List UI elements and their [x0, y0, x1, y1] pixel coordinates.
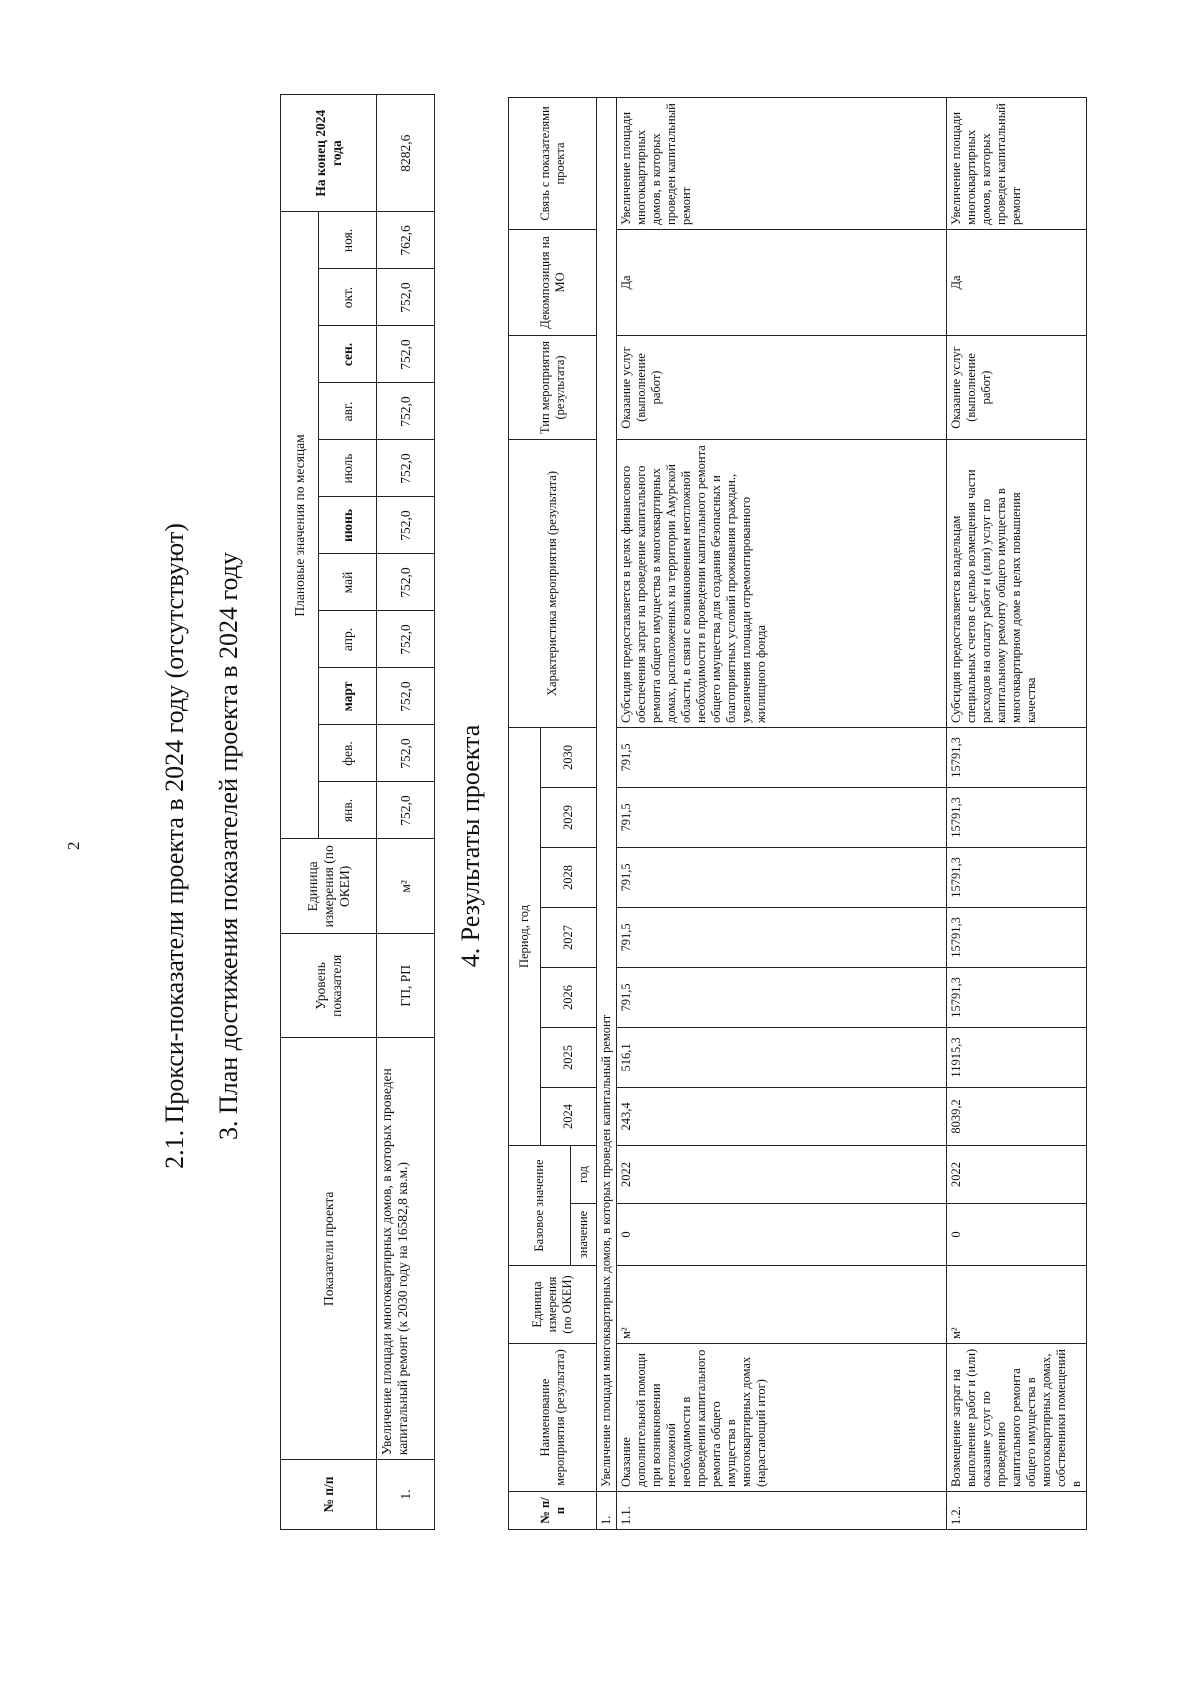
plan-table: [280, 94, 435, 1530]
results-row: [947, 97, 1087, 1529]
results-row-name: Возмещение затрат на выполнение работ и (или) оказание услуг по проведению капитального ремонта общего имущества в многоквартирных домах, собственники помещений в: [947, 1344, 1087, 1492]
results-header-base: Базовое значение: [509, 1145, 571, 1265]
plan-header-month: сен.: [319, 326, 377, 383]
results-header-decomp: Декомпозиция на МО: [509, 229, 597, 335]
plan-header-end: На конец 2024 года: [281, 95, 377, 212]
results-row-decomposition: Да: [947, 229, 1087, 335]
plan-row-month-value: 762,6: [377, 212, 435, 269]
results-header-link: Связь с показателями проекта: [509, 97, 597, 229]
plan-header-month: авг.: [319, 383, 377, 440]
plan-header-indicators: Показатели проекта: [281, 1038, 377, 1460]
results-header-year: 2026: [541, 967, 597, 1027]
results-section-num: 1.: [597, 1492, 617, 1530]
section-2-1-heading: 2.1. Прокси-показатели проекта в 2024 году (отсутствуют): [160, 523, 189, 1169]
results-row-name: Оказание дополнительной помощи при возникновении неотложной необходимости в проведении капитального ремонта общего имущества в многоквартирных домах (нарастающий итог): [617, 1344, 947, 1492]
results-row-unit: м²: [947, 1266, 1087, 1344]
plan-row-month-value: 752,0: [377, 782, 435, 839]
results-row-link: Увеличение площади многоквартирных домов, в которых проведен капитальный ремонт: [947, 97, 1087, 229]
results-row-decomposition: Да: [617, 229, 947, 335]
results-row-year-value: 8039,2: [947, 1087, 1087, 1145]
plan-row-month-value: 752,0: [377, 440, 435, 497]
results-header-year: 2025: [541, 1027, 597, 1087]
results-row-year-value: 791,5: [617, 847, 947, 907]
results-row-year-value: 15791,3: [947, 907, 1087, 967]
results-row-year-value: 15791,3: [947, 787, 1087, 847]
results-row-type: Оказание услуг (выполнение работ): [617, 335, 947, 439]
results-row-characteristic: Субсидия предоставляется в целях финансового обеспечения затрат на проведение капитального ремонта общего имущества в многоквартирных домах, расположенных на территории Амурской области, в связи с возникновением неотложной необходимости в проведении капитального ремонта общего имущества для создания безопасных и благоприятных условий проживания граждан., увеличения площади отремонтированного жилищного фонда: [617, 439, 947, 727]
results-row-num: 1.2.: [947, 1492, 1087, 1530]
results-table: [508, 97, 1087, 1530]
results-header-year: 2028: [541, 847, 597, 907]
results-row-year-value: 243,4: [617, 1087, 947, 1145]
results-header-base-year: год: [571, 1145, 597, 1203]
plan-header-month: март: [319, 668, 377, 725]
results-row-base-year: 2022: [617, 1145, 947, 1203]
section-4-heading: 4. Результаты проекта: [456, 724, 485, 968]
plan-header-month: окт.: [319, 269, 377, 326]
results-row-year-value: 791,5: [617, 727, 947, 787]
plan-row-end-value: 8282,6: [377, 95, 435, 212]
plan-row-month-value: 752,0: [377, 668, 435, 725]
results-row-year-value: 791,5: [617, 787, 947, 847]
plan-row-level: ГП, РП: [377, 934, 435, 1038]
results-row-unit: м²: [617, 1266, 947, 1344]
section-3-heading: 3. План достижения показателей проекта в 2024 году: [214, 551, 243, 1141]
plan-header-month: апр.: [319, 611, 377, 668]
results-header-year: 2027: [541, 907, 597, 967]
results-header-unit: Единица измерения (по ОКЕИ): [509, 1266, 597, 1344]
results-row-type: Оказание услуг (выполнение работ): [947, 335, 1087, 439]
results-section-text: Увеличение площади многоквартирных домов, в которых проведен капитальный ремонт: [597, 97, 617, 1491]
results-row-base-year: 2022: [947, 1145, 1087, 1203]
results-row: [617, 97, 947, 1529]
results-row-characteristic: Субсидия предоставляется владельцам специальных счетов с целью возмещения части расходов на оплату работ и (или) услуг по капитальному ремонту общего имущества в многоквартирном доме в целях повышения качества: [947, 439, 1087, 727]
plan-header-month: июнь: [319, 497, 377, 554]
plan-row-month-value: 752,0: [377, 497, 435, 554]
plan-row-num: 1.: [377, 1460, 435, 1530]
plan-header-month: фев.: [319, 725, 377, 782]
plan-header-level: Уровень показателя: [281, 934, 377, 1038]
plan-header-months-group: Плановые значения по месяцам: [281, 212, 319, 839]
plan-row-month-value: 752,0: [377, 269, 435, 326]
results-row-year-value: 11915,3: [947, 1027, 1087, 1087]
results-row-year-value: 15791,3: [947, 967, 1087, 1027]
plan-row-month-value: 752,0: [377, 725, 435, 782]
results-header-char: Характеристика мероприятия (результата): [509, 439, 597, 727]
results-header-year: 2024: [541, 1087, 597, 1145]
results-row-base-value: 0: [947, 1204, 1087, 1266]
plan-row-unit: м²: [377, 839, 435, 934]
plan-row-month-value: 752,0: [377, 326, 435, 383]
results-header-period: Период, год: [509, 727, 541, 1145]
results-row-year-value: 15791,3: [947, 847, 1087, 907]
plan-header-month: ноя.: [319, 212, 377, 269]
plan-header-month: июль: [319, 440, 377, 497]
plan-header-num: № п/п: [281, 1460, 377, 1530]
results-row-year-value: 791,5: [617, 967, 947, 1027]
results-row-base-value: 0: [617, 1204, 947, 1266]
page-number: 2: [64, 841, 83, 850]
plan-row-month-value: 752,0: [377, 611, 435, 668]
plan-header-unit: Единица измерения (по ОКЕИ): [281, 839, 377, 934]
results-row-year-value: 15791,3: [947, 727, 1087, 787]
results-header-name: Наименование мероприятия (результата): [509, 1344, 597, 1492]
results-header-year: 2029: [541, 787, 597, 847]
results-header-num: № п/п: [509, 1492, 597, 1530]
results-row-link: Увеличение площади многоквартирных домов, в которых проведен капитальный ремонт: [617, 97, 947, 229]
plan-row-month-value: 752,0: [377, 383, 435, 440]
results-row-num: 1.1.: [617, 1492, 947, 1530]
results-row-year-value: 791,5: [617, 907, 947, 967]
plan-header-month: янв.: [319, 782, 377, 839]
results-row-year-value: 516,1: [617, 1027, 947, 1087]
plan-row-name: Увеличение площади многоквартирных домов, в которых проведен капитальный ремонт (к 2030 году на 16582,8 кв.м.): [377, 1038, 435, 1460]
results-header-base-value: значение: [571, 1204, 597, 1266]
results-header-year: 2030: [541, 727, 597, 787]
plan-header-month: май: [319, 554, 377, 611]
results-header-type: Тип мероприятия (результата): [509, 335, 597, 439]
plan-row-month-value: 752,0: [377, 554, 435, 611]
